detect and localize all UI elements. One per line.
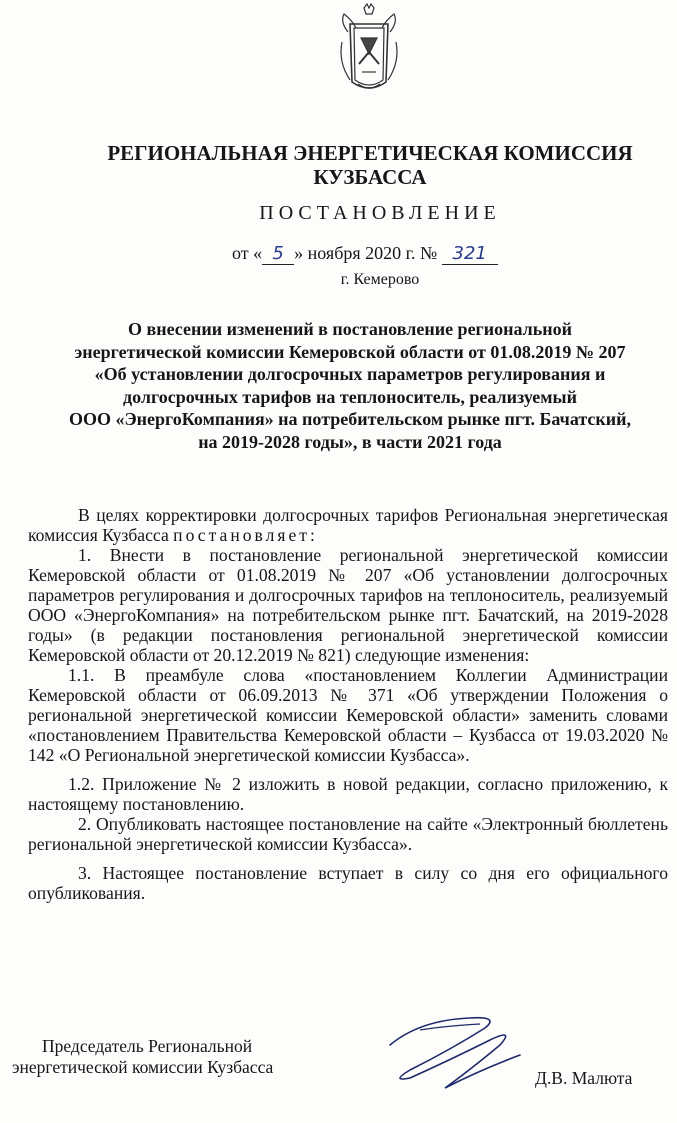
org-line-2: КУЗБАССА [313,165,427,189]
organization-name [60,141,677,189]
position-line-1: Председатель Региональной [42,1036,253,1056]
date-day: 5 [272,243,284,264]
paragraph-2: 2. Опубликовать настоящее постановление на сайте «Электронный бюллетень региональной энергетической комиссии Кузбасса». [28,814,668,854]
signatory-position [12,1036,273,1078]
title-line: «Об установлении долгосрочных параметров регулирования и [94,364,606,384]
doc-number-field [442,243,498,265]
document-title [30,318,670,453]
title-line: на 2019-2028 годы», в части 2021 года [198,431,502,452]
document-body [28,505,668,903]
signatory-name: Д.В. Малюта [535,1068,633,1088]
date-prefix: от « [232,243,263,263]
handwritten-signature [350,1000,530,1100]
date-day-field [262,243,294,265]
paragraph-1: 1. Внести в постановление региональной энергетической комиссии Кемеровской области от 01.08.2019 № 207 «Об установлении долгосрочных параметров регулирования и долгосрочных тарифов на теплоноситель, реализуемый ООО «ЭнергоКомпания» на потребительском рынке пгт. Бачатский, на 2019-2028 годы» (в редакции постановления региональной энергетической комиссии Кемеровской области от 20.12.2019 № 821) следующие изменения: [28,545,668,665]
intro-text: В целях корректировки долгосрочных тарифов Региональная энергетическая комиссия Кузбасса [28,505,668,545]
date-middle: » ноября 2020 г. № [294,243,438,263]
doc-number: 321 [452,243,487,264]
org-line-1: РЕГИОНАЛЬНАЯ ЭНЕРГЕТИЧЕСКАЯ КОМИССИЯ [107,141,633,165]
city: г. Кемерово [340,271,420,288]
position-line-2: энергетической комиссии Кузбасса [12,1057,274,1077]
document-type: ПОСТАНОВЛЕНИЕ [259,202,501,224]
paragraph-1-1: 1.1. В преамбуле слова «постановлением Коллегии Администрации Кемеровской области от 06.09.2013 № 371 «Об утверждении Положения о региональной энергетической комиссии Кемеровской области» заменить словами «постановлением Правительства Кемеровской области – Кузбасса от 19.03.2020 № 142 «О Региональной энергетической комиссии Кузбасса». [28,665,668,765]
paragraph-1-2: 1.2. Приложение № 2 изложить в новой редакции, согласно приложению, к настоящему постановлению. [28,774,668,814]
intro-paragraph [28,505,668,545]
intro-emphasis: постановляет: [173,525,318,545]
title-line: энергетической комиссии Кемеровской области от 01.08.2019 № 207 [74,341,626,362]
paragraph-3: 3. Настоящее постановление вступает в силу со дня его официального опубликования. [28,863,668,903]
title-line: О внесении изменений в постановление региональной [128,319,572,339]
date-line [232,243,498,265]
title-line: ООО «ЭнергоКомпания» на потребительском рынке пгт. Бачатский, [68,409,632,429]
title-line: долгосрочных тарифов на теплоноситель, реализуемый [123,386,577,407]
coat-of-arms-emblem [334,2,404,94]
